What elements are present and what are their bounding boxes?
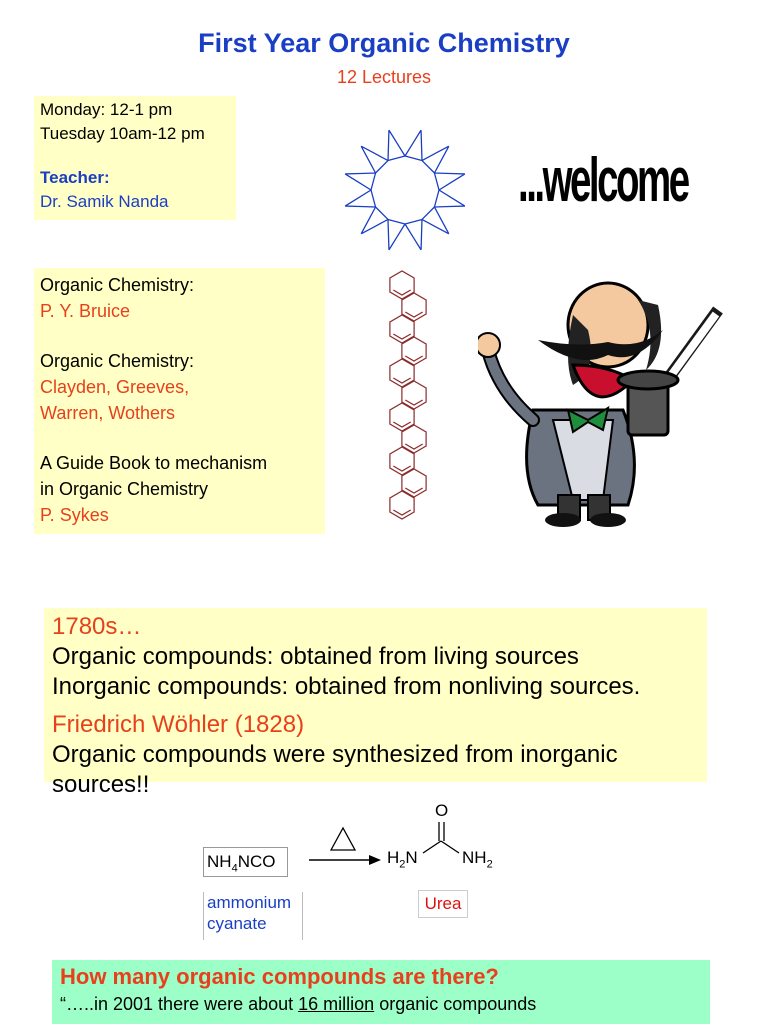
teacher-name: Dr. Samik Nanda [40, 192, 169, 211]
book-author: Clayden, Greeves, [40, 377, 190, 397]
ring-bonds [345, 130, 465, 250]
urea-right-amine: $NH_2$ [462, 848, 493, 871]
book-title: Organic Chemistry: [40, 351, 195, 371]
product-name: Urea [418, 890, 468, 918]
cyclic-ring-structure [330, 120, 480, 260]
book-item [40, 348, 319, 426]
book-author: Warren, Wothers [40, 403, 176, 423]
page-subtitle: 12 Lectures [336, 67, 432, 87]
book-title: Organic Chemistry: [40, 275, 195, 295]
book-title: in Organic Chemistry [40, 479, 209, 499]
history-person: Friedrich Wöhler (1828) [52, 711, 305, 738]
book-title: A Guide Book to mechanism [40, 453, 268, 473]
reaction-arrow [305, 822, 385, 872]
schedule-monday: Monday: 12-1 pm [40, 100, 173, 119]
question-text-end: organic compounds [374, 994, 537, 1014]
double-bond [393, 334, 410, 339]
question-text [60, 994, 536, 1015]
urea-left-amine: $H_2N$ [387, 848, 418, 871]
welcome-character-illustration [478, 270, 728, 530]
welcome-text: ...welcome [518, 146, 688, 215]
reactant-name-line: cyanate [207, 914, 267, 933]
page-title: First Year Organic Chemistry [198, 28, 570, 58]
reactant-formula: $NH_4NCO$ [203, 847, 288, 877]
double-bond [393, 378, 410, 383]
double-bond [393, 466, 410, 471]
teacher-label: Teacher: [40, 168, 110, 187]
double-bond [405, 444, 422, 449]
history-organic: Organic compounds: obtained from living sources [52, 643, 579, 670]
question-highlight: 16 million [298, 994, 375, 1014]
heat-triangle-icon [331, 828, 355, 850]
books-box [34, 268, 325, 534]
double-bond [405, 488, 422, 493]
question-title: How many organic compounds are there? [60, 964, 499, 989]
double-bond [405, 356, 422, 361]
schedule-box [34, 96, 236, 220]
double-bond [405, 400, 422, 405]
urea-oxygen: O [435, 801, 449, 820]
schedule-tuesday: Tuesday 10am-12 pm [40, 124, 205, 143]
double-bond [393, 290, 410, 295]
question-text-start: “…..in 2001 there were about [60, 994, 299, 1014]
double-bond [393, 510, 410, 515]
fused-ring-structure [368, 265, 448, 535]
book-author: P. Y. Bruice [40, 301, 131, 321]
history-synthesis-cont: sources!! [52, 771, 150, 798]
history-text [52, 612, 752, 800]
history-era: 1780s… [52, 613, 142, 640]
double-bond [393, 422, 410, 427]
book-item [40, 450, 319, 528]
reactant-name-line: ammonium [207, 893, 292, 912]
book-item [40, 272, 319, 324]
history-synthesis: Organic compounds were synthesized from inorganic [52, 741, 618, 768]
reactant-name [203, 892, 303, 940]
history-inorganic: Inorganic compounds: obtained from nonliving sources. [52, 673, 641, 700]
book-author: P. Sykes [40, 505, 109, 525]
double-bond [405, 312, 422, 317]
